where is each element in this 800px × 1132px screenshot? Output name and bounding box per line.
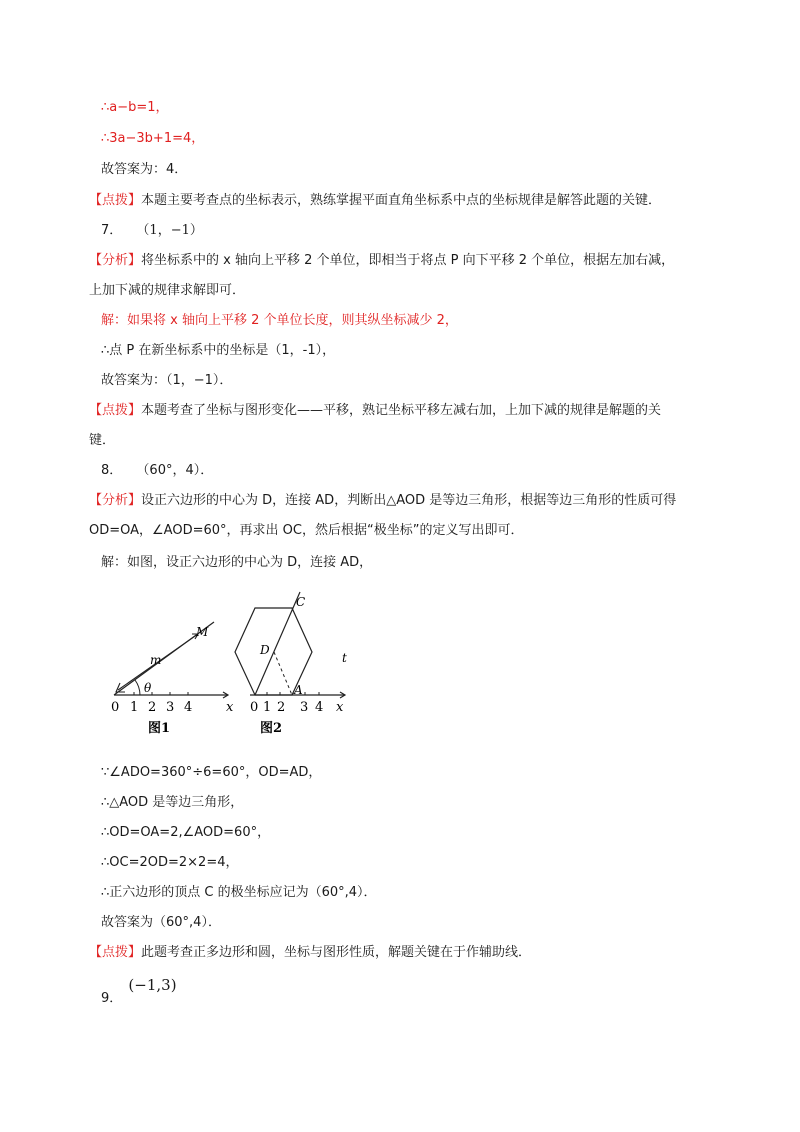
fig2-tick-label: 1 xyxy=(263,700,272,715)
tip-tag: 【点拨】 xyxy=(89,193,142,208)
solution-line-8e: ∴OC=2OD=2×2=4， xyxy=(101,855,239,870)
tip-tag: 【点拨】 xyxy=(89,945,142,960)
tip-text: 本题考查了坐标与图形变化——平移，熟记坐标平移左减右加，上加下减的规律是解题的关 xyxy=(141,403,662,418)
analysis-continued-7: 上加下减的规律求解即可． xyxy=(89,283,246,298)
fig1-tick-label: 2 xyxy=(148,700,157,715)
answer-heading-8 xyxy=(101,462,213,480)
question-number: 7． xyxy=(101,223,123,238)
answer-heading-7 xyxy=(101,222,203,240)
step-line-2: ∴3a−3b+1=4， xyxy=(101,131,205,146)
fig2-label-C: C xyxy=(296,595,306,609)
tip-paragraph-8 xyxy=(89,944,531,962)
tip-tag: 【点拨】 xyxy=(89,403,142,418)
tip-paragraph-6 xyxy=(89,192,661,210)
fig1-label-theta: θ xyxy=(144,681,152,695)
fig2-tick-label: 3 xyxy=(300,700,309,715)
figure-2 xyxy=(235,592,347,736)
fig1-caption: 图1 xyxy=(148,721,171,736)
answer-line-6: 故答案为：4． xyxy=(101,162,188,177)
solution-line-8c: ∴△AOD 是等边三角形， xyxy=(101,795,244,810)
fig2-label-t: t xyxy=(342,651,347,665)
fig2-caption: 图2 xyxy=(260,721,283,736)
fig1-label-m: m xyxy=(150,653,162,667)
answer-heading-9 xyxy=(101,976,177,1006)
solution-line-8d: ∴OD=OA=2,∠AOD=60°， xyxy=(101,825,271,840)
fig1-angle-arc xyxy=(135,680,140,695)
fig1-tick-label: 4 xyxy=(184,700,193,715)
fig2-label-D: D xyxy=(260,643,270,657)
solution-line-8b: ∵∠ADO=360°÷6=60°，OD=AD， xyxy=(101,765,322,780)
polar-coordinate-figure xyxy=(100,590,370,740)
tip-paragraph-7 xyxy=(89,402,661,420)
figure-1 xyxy=(111,622,234,736)
analysis-tag: 【分析】 xyxy=(89,493,142,508)
analysis-paragraph-7 xyxy=(89,252,674,270)
analysis-tag: 【分析】 xyxy=(89,253,142,268)
fig2-tick-label: 2 xyxy=(277,700,286,715)
fig1-x-label: x xyxy=(226,700,234,715)
answer-value: （60°，4）． xyxy=(136,463,214,478)
solution-line-8: 解：如图，设正六边形的中心为 D，连接 AD， xyxy=(101,555,373,570)
fig2-tick-label: 4 xyxy=(315,700,324,715)
solution-line-7: 解：如果将 x 轴向上平移 2 个单位长度，则其纵坐标减少 2， xyxy=(101,313,458,328)
fig2-tick-label: 0 xyxy=(250,700,259,715)
fig2-dashed-AD xyxy=(274,652,292,695)
solution-line-7b: ∴点 P 在新坐标系中的坐标是（1，-1）， xyxy=(101,343,336,358)
analysis-paragraph-8 xyxy=(89,492,676,510)
analysis-text: 将坐标系中的 x 轴向上平移 2 个单位，即相当于将点 P 向下平移 2 个单位，根据左加右减， xyxy=(141,253,675,268)
question-number: 8． xyxy=(101,463,123,478)
fig2-x-label: x xyxy=(336,700,344,715)
answer-value: （1，−1） xyxy=(136,223,203,238)
fig1-tick-label: 3 xyxy=(166,700,175,715)
tip-continued-7: 键． xyxy=(89,433,116,448)
analysis-text: 设正六边形的中心为 D，连接 AD，判断出△AOD 是等边三角形，根据等边三角形的性质可得 xyxy=(141,493,677,508)
tip-text: 此题考查正多边形和圆，坐标与图形性质，解题关键在于作辅助线． xyxy=(141,945,532,960)
fig2-label-A: A xyxy=(294,683,303,697)
fig1-tick-label: 1 xyxy=(130,700,139,715)
answer-line-8: 故答案为（60°,4）． xyxy=(101,915,221,930)
solution-line-8f: ∴正六边形的顶点 C 的极坐标应记为（60°,4）． xyxy=(101,885,377,900)
tip-text: 本题主要考查点的坐标表示，熟练掌握平面直角坐标系中点的坐标规律是解答此题的关键． xyxy=(141,193,662,208)
fig1-label-M: M xyxy=(196,625,209,639)
fig1-tick-label: 0 xyxy=(111,700,120,715)
analysis-continued-8: OD=OA，∠AOD=60°，再求出 OC，然后根据“极坐标”的定义写出即可． xyxy=(89,523,524,538)
answer-line-7: 故答案为：（1，−1）． xyxy=(101,373,233,388)
answer-value: (−1,3) xyxy=(128,976,177,994)
question-number: 9． xyxy=(101,991,123,1006)
step-line-1: ∴a−b=1， xyxy=(101,100,169,115)
